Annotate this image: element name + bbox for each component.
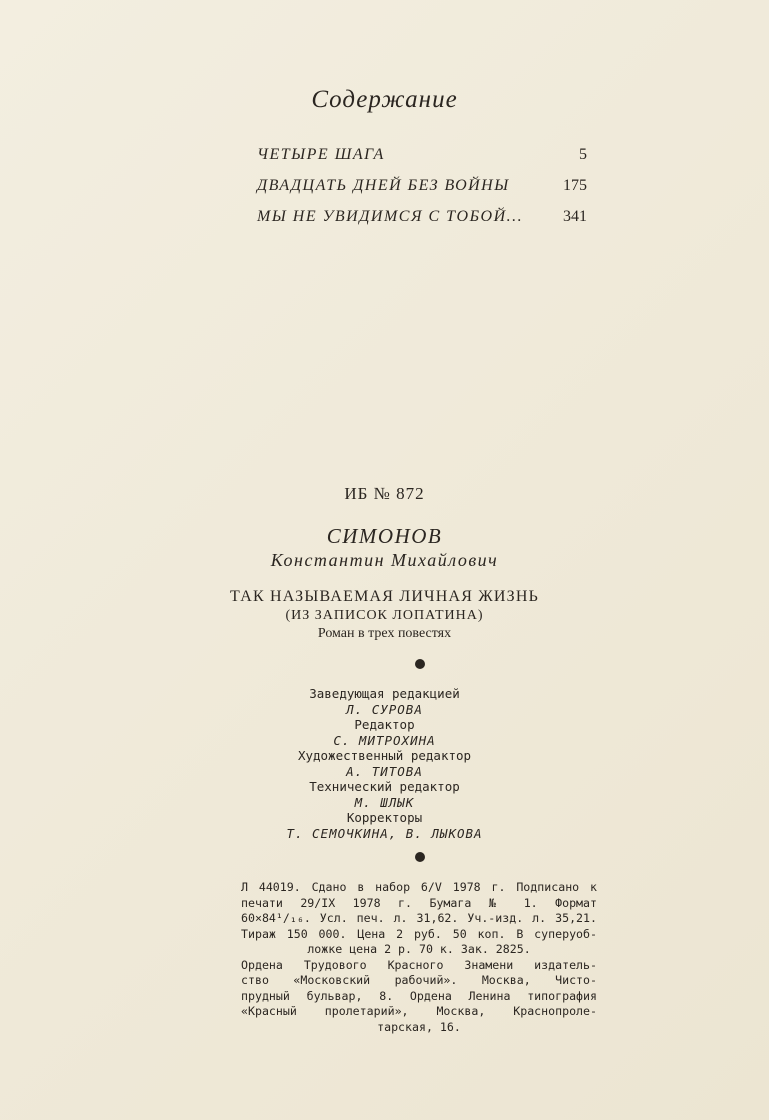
toc-entry-page: 175 xyxy=(563,177,587,194)
book-genre: Роман в трех повестях xyxy=(317,626,452,641)
toc-entry xyxy=(257,146,587,177)
imprint-line: печати 29/IX 1978 г. Бумага № 1. Формат xyxy=(241,895,597,910)
imprint-line: ство «Московский рабочий». Москва, Чисто- xyxy=(241,973,597,987)
print-imprint xyxy=(241,880,597,1035)
toc-entry-title: МЫ НЕ УВИДИМСЯ С ТОБОЙ... xyxy=(257,208,524,225)
toc-list xyxy=(257,146,587,239)
imprint-line: Ордена Трудового Красного Знамени издатель- xyxy=(241,957,597,972)
toc-entry xyxy=(257,208,587,239)
toc-entry-page: 5 xyxy=(579,146,587,163)
toc-heading: Содержание xyxy=(311,86,458,113)
imprint-line: прудный бульвар, 8. Ордена Ленина типография xyxy=(241,988,597,1003)
credit-role: Художественный редактор xyxy=(297,748,472,763)
imprint-line: тарская, 16. xyxy=(377,1019,461,1034)
ib-number: ИБ № 872 xyxy=(344,484,425,503)
credit-role: Заведующая редакцией xyxy=(309,686,460,701)
credit-role: Корректоры xyxy=(346,810,423,825)
toc-entry-title: ДВАДЦАТЬ ДНЕЙ БЕЗ ВОЙНЫ xyxy=(257,177,510,194)
imprint-line: ложке цена 2 р. 70 к. Зак. 2825. xyxy=(307,942,531,956)
credit-person: Л. СУРОВА xyxy=(346,701,423,717)
imprint-line: Тираж 150 000. Цена 2 руб. 50 коп. В суперуоб- xyxy=(241,926,597,941)
credit-person: А. ТИТОВА xyxy=(346,763,423,779)
credit-role: Технический редактор xyxy=(309,779,460,794)
author-surname: СИМОНОВ xyxy=(326,524,443,548)
credit-person: Т. СЕМОЧКИНА, В. ЛЫКОВА xyxy=(286,825,483,841)
credit-person: М. ШЛЫК xyxy=(354,794,415,810)
author-name: Константин Михайлович xyxy=(270,550,499,570)
credit-role: Редактор xyxy=(354,717,415,732)
book-title: ТАК НАЗЫВАЕМАЯ ЛИЧНАЯ ЖИЗНЬ xyxy=(230,588,539,605)
imprint-line: 60×84¹/₁₆. Усл. печ. л. 31,62. Уч.-изд. л. 35,21. xyxy=(241,911,597,925)
book-subtitle: (ИЗ ЗАПИСОК ЛОПАТИНА) xyxy=(285,608,484,623)
imprint-line: Л 44019. Сдано в набор 6/V 1978 г. Подписано к xyxy=(241,880,597,894)
separator-bullet xyxy=(415,852,425,862)
toc-entry-page: 341 xyxy=(563,208,587,225)
toc-entry xyxy=(257,177,587,208)
separator-bullet xyxy=(415,659,425,669)
credit-person: С. МИТРОХИНА xyxy=(333,732,436,748)
credits-list xyxy=(0,686,769,841)
imprint-line: «Красный пролетарий», Москва, Краснопроле- xyxy=(241,1004,597,1018)
toc-entry-title: ЧЕТЫРЕ ШАГА xyxy=(257,146,385,163)
